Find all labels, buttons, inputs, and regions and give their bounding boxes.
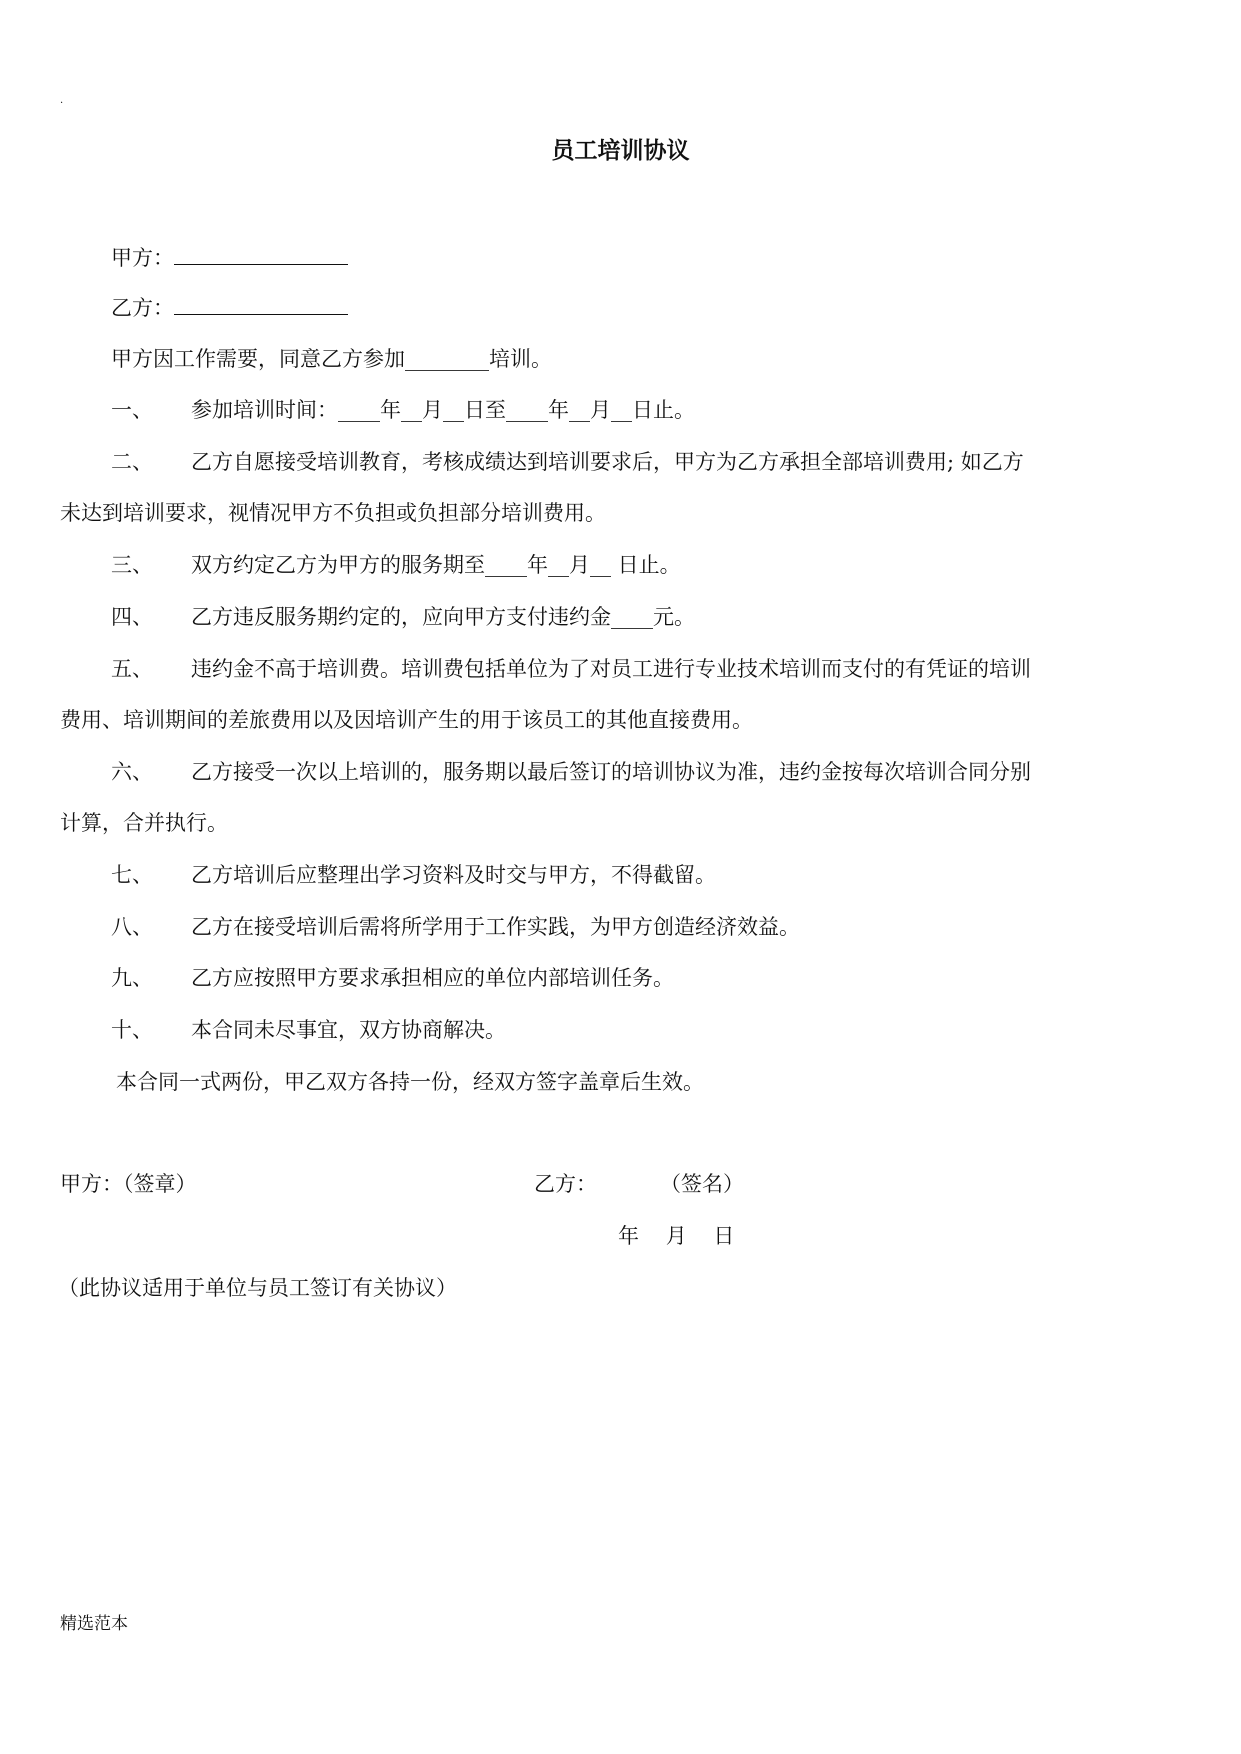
clause-8-number: 八、 (111, 915, 153, 939)
clause-2-text: 乙方自愿接受培训教育，考核成绩达到培训要求后，甲方为乙方承担全部培训费用; 如乙方 (191, 450, 1024, 474)
clause-2-number: 二、 (111, 450, 153, 474)
closing-paragraph: 本合同一式两份，甲乙双方各持一份，经双方签字盖章后生效。 (116, 1070, 704, 1094)
clause-5 (111, 654, 1171, 684)
clause-6 (111, 757, 1171, 787)
footer-label: 精选范本 (60, 1614, 128, 1634)
clause-5-continuation: 费用、培训期间的差旅费用以及因培训产生的用于该员工的其他直接费用。 (60, 708, 753, 732)
clause-10-text: 本合同未尽事宜，双方协商解决。 (191, 1018, 506, 1042)
party-a-signature: 甲方：（签章） (60, 1172, 197, 1196)
clause-7 (111, 860, 1171, 890)
clause-1-number: 一、 (111, 398, 153, 422)
party-a-line (111, 242, 348, 273)
clause-5-number: 五、 (111, 657, 153, 681)
applicability-note: （此协议适用于单位与员工签订有关协议） (58, 1276, 457, 1300)
clause-4 (111, 602, 1171, 632)
clause-1 (111, 395, 1171, 425)
party-b-line (111, 292, 348, 323)
clause-9 (111, 963, 1171, 993)
clause-9-text: 乙方应按照甲方要求承担相应的单位内部培训任务。 (191, 966, 674, 990)
clause-8-text: 乙方在接受培训后需将所学用于工作实践，为甲方创造经济效益。 (191, 915, 800, 939)
clause-5-text: 违约金不高于培训费。培训费包括单位为了对员工进行专业技术培训而支付的有凭证的培训 (191, 657, 1031, 681)
clause-1-text: 参加培训时间：____年__月__日至____年__月__日止。 (191, 398, 695, 422)
clause-4-text: 乙方违反服务期约定的，应向甲方支付违约金____元。 (191, 605, 695, 629)
clause-9-number: 九、 (111, 966, 153, 990)
party-b-label: 乙方： (111, 296, 174, 320)
clause-3-number: 三、 (111, 553, 153, 577)
clause-6-number: 六、 (111, 760, 153, 784)
party-a-blank (174, 242, 348, 265)
clause-3-text: 双方约定乙方为甲方的服务期至____年__月__ 日止。 (191, 553, 681, 577)
header-mark: . (60, 95, 64, 106)
party-b-sign-hint: （签名） (660, 1172, 744, 1196)
clause-6-continuation: 计算，合并执行。 (60, 811, 228, 835)
clause-2-continuation: 未达到培训要求，视情况甲方不负担或负担部分培训费用。 (60, 501, 606, 525)
intro-paragraph: 甲方因工作需要，同意乙方参加________培训。 (111, 347, 552, 371)
clause-6-text: 乙方接受一次以上培训的，服务期以最后签订的培训协议为准，违约金按每次培训合同分别 (191, 760, 1031, 784)
clause-10-number: 十、 (111, 1018, 153, 1042)
party-a-label: 甲方： (111, 246, 174, 270)
signature-date: 年 月 日 (618, 1224, 735, 1248)
clause-4-number: 四、 (111, 605, 153, 629)
clause-7-number: 七、 (111, 863, 153, 887)
party-b-blank (174, 292, 348, 315)
document-title: 员工培训协议 (551, 138, 690, 164)
clause-7-text: 乙方培训后应整理出学习资料及时交与甲方，不得截留。 (191, 863, 716, 887)
clause-2 (111, 447, 1171, 477)
clause-10 (111, 1015, 1171, 1045)
clause-3 (111, 550, 1171, 580)
party-b-signature-label: 乙方： (534, 1172, 597, 1196)
clause-8 (111, 912, 1171, 942)
